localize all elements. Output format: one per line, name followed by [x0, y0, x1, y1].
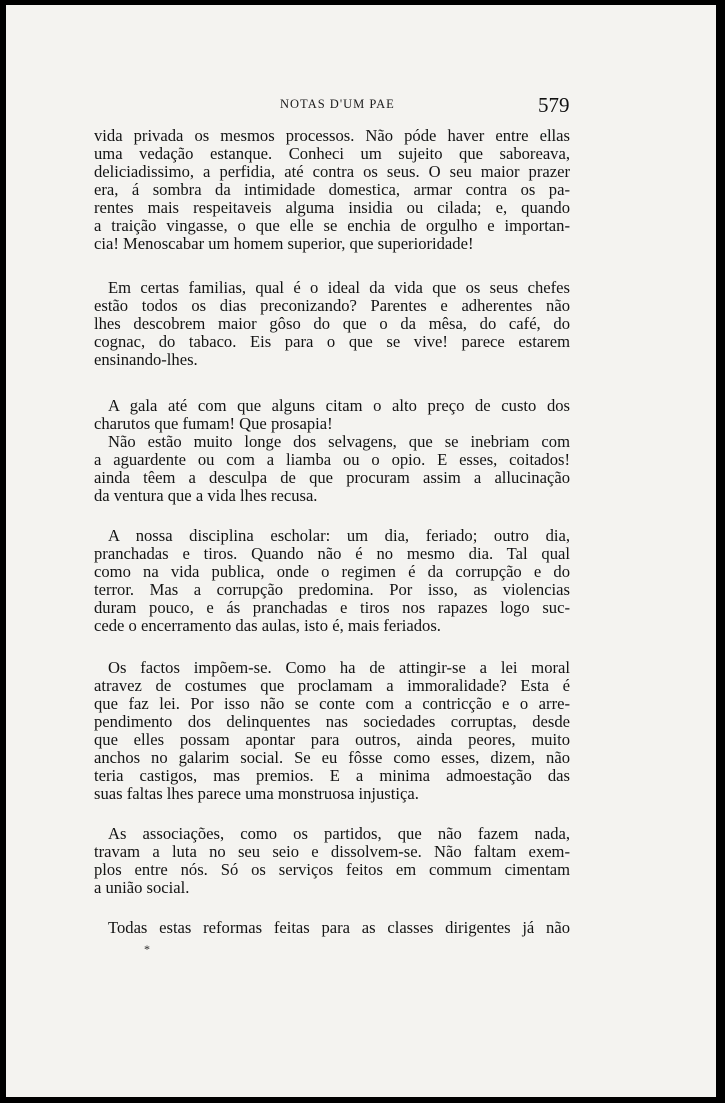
printer-mark: * [144, 942, 150, 956]
text-line: cognac, do tabaco. Eis para o que se vive! parece estarem [94, 332, 570, 351]
text-line: a união social. [94, 878, 190, 897]
text-line: pranchadas e tiros. Quando não é no mesmo dia. Tal qual [94, 544, 570, 563]
text-line: deliciadissimo, a perfidia, até contra os seus. O seu maior prazer [94, 162, 570, 181]
text-line: estão todos os dias preconizando? Parentes e adherentes não [94, 296, 570, 315]
text-line: uma vedação estanque. Conheci um sujeito que saboreava, [94, 144, 570, 163]
text-line: pendimento dos delinquentes nas sociedades corruptas, desde [94, 712, 570, 731]
text-line: Todas estas reformas feitas para as classes dirigentes já não [108, 918, 570, 937]
text-line: plos entre nós. Só os serviços feitos em commum cimentam [94, 860, 570, 879]
text-line: da ventura que a vida lhes recusa. [94, 486, 318, 505]
text-line: rentes mais respeitaveis alguma insidia ou cilada; e, quando [94, 198, 570, 217]
text-line: Em certas familias, qual é o ideal da vida que os seus chefes [108, 278, 570, 297]
text-line: lhes descobrem maior gôso do que o da mêsa, do café, do [94, 314, 570, 333]
text-line: atravez de costumes que proclamam a immoralidade? Esta é [94, 676, 570, 695]
text-line: ainda têem a desculpa de que procuram assim a allucinação [94, 468, 570, 487]
text-line: Os factos impõem-se. Como ha de attingir-se a lei moral [108, 658, 570, 677]
text-line: a aguardente ou com a liamba ou o opio. E esses, coitados! [94, 450, 570, 469]
text-line: vida privada os mesmos processos. Não póde haver entre ellas [94, 126, 570, 145]
text-line: duram pouco, e ás pranchadas e tiros nos rapazes logo suc- [94, 598, 570, 617]
text-line: cede o encerramento das aulas, isto é, mais feriados. [94, 616, 441, 635]
text-line: A gala até com que alguns citam o alto preço de custo dos [108, 396, 570, 415]
text-line: charutos que fumam! Que prosapia! [94, 414, 333, 433]
text-line: As associações, como os partidos, que não fazem nada, [108, 824, 570, 843]
text-line: cia! Menoscabar um homem superior, que superioridade! [94, 234, 474, 253]
text-line: como na vida publica, onde o regimen é da corrupção e do [94, 562, 570, 581]
text-line: ensinando-lhes. [94, 350, 198, 369]
text-line: que faz lei. Por isso não se conte com a contricção e o arre- [94, 694, 570, 713]
text-line: era, á sombra da intimidade domestica, armar contra os pa- [94, 180, 570, 199]
text-line: suas faltas lhes parece uma monstruosa injustiça. [94, 784, 419, 803]
text-line: A nossa disciplina escholar: um dia, feriado; outro dia, [108, 526, 570, 545]
running-header: NOTAS D'UM PAE [280, 97, 395, 111]
text-line: travam a luta no seu seio e dissolvem-se. Não faltam exem- [94, 842, 570, 861]
text-line: que elles possam apontar para outros, ainda peores, muito [94, 730, 570, 749]
text-line: terror. Mas a corrupção predomina. Por isso, as violencias [94, 580, 570, 599]
text-line: teria castigos, mas premios. E a minima admoestação das [94, 766, 570, 785]
text-line: anchos no galarim social. Se eu fôsse como esses, dizem, não [94, 748, 570, 767]
book-page [6, 5, 716, 1097]
text-line: a traição vingasse, o que elle se enchia de orgulho e importan- [94, 216, 570, 235]
page-number: 579 [538, 93, 570, 117]
text-line: Não estão muito longe dos selvagens, que se inebriam com [108, 432, 570, 451]
